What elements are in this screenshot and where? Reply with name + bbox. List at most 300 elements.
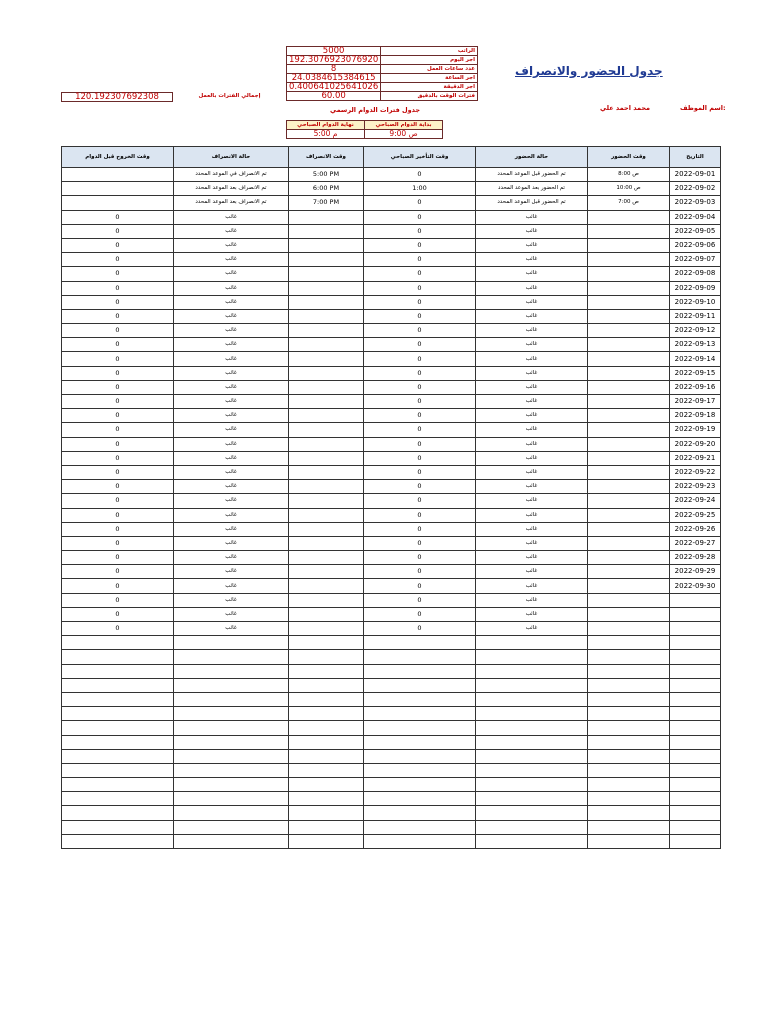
cell-date: 2022-09-17 [670,395,721,409]
cell-out-status: غائب [174,480,289,494]
cell-out-status [174,721,289,735]
cell-early-leave: 0 [62,579,174,593]
cell-in-status: غائب [476,607,588,621]
cell-date: 2022-09-09 [670,281,721,295]
info-value: 192.3076923076920 [287,56,381,65]
table-header-row [62,147,721,168]
cell-out-status: تم الانصراف في الموعد المحدد [174,168,289,182]
cell-out-status: غائب [174,409,289,423]
cell-in-status: غائب [476,338,588,352]
cell-out-time [289,551,364,565]
cell-late: 0 [364,324,476,338]
info-value: 0.400641025641026 [287,83,381,92]
cell-out-time: 5:00 PM [289,168,364,182]
cell-out-status [174,778,289,792]
table-row [62,480,721,494]
table-row [62,820,721,834]
cell-out-status: غائب [174,366,289,380]
cell-late: 0 [364,494,476,508]
cell-late [364,749,476,763]
cell-early-leave [62,820,174,834]
table-row [62,267,721,281]
cell-date [670,622,721,636]
table-row [62,281,721,295]
cell-in-status: غائب [476,565,588,579]
cell-late: 0 [364,338,476,352]
shift-start-value: ص 9:00 [365,130,443,139]
cell-in-status [476,763,588,777]
cell-in-time [588,806,670,820]
table-row [62,324,721,338]
cell-early-leave [62,721,174,735]
cell-late: 0 [364,423,476,437]
cell-out-time [289,309,364,323]
cell-date: 2022-09-24 [670,494,721,508]
cell-in-status: غائب [476,437,588,451]
cell-early-leave: 0 [62,380,174,394]
cell-late [364,778,476,792]
cell-in-time [588,664,670,678]
cell-early-leave [62,678,174,692]
table-row [62,678,721,692]
cell-early-leave: 0 [62,338,174,352]
shift-title: جدول فترات الدوام الرسمي [330,106,421,114]
table-row [62,622,721,636]
cell-early-leave: 0 [62,409,174,423]
cell-out-time [289,494,364,508]
cell-in-status: غائب [476,295,588,309]
cell-date [670,806,721,820]
cell-out-time [289,281,364,295]
table-row [62,749,721,763]
total-value: 120.192307692308 [61,92,173,102]
cell-in-time [588,579,670,593]
table-row [62,395,721,409]
cell-out-time [289,834,364,848]
col-out-status: حالة الانصراف [174,147,289,168]
cell-late: 0 [364,309,476,323]
cell-out-time [289,749,364,763]
table-row [62,636,721,650]
cell-in-status: غائب [476,480,588,494]
cell-early-leave: 0 [62,622,174,636]
cell-out-status: غائب [174,607,289,621]
cell-out-status: غائب [174,395,289,409]
cell-out-status [174,678,289,692]
cell-out-status: غائب [174,210,289,224]
cell-out-time [289,423,364,437]
cell-in-time [588,565,670,579]
cell-date: 2022-09-03 [670,196,721,210]
cell-out-status: غائب [174,338,289,352]
cell-early-leave: 0 [62,536,174,550]
cell-late: 0 [364,465,476,479]
cell-in-status: غائب [476,281,588,295]
cell-late [364,834,476,848]
cell-early-leave: 0 [62,324,174,338]
cell-in-time [588,834,670,848]
cell-in-time [588,324,670,338]
cell-out-status: غائب [174,324,289,338]
cell-in-time [588,352,670,366]
cell-early-leave [62,749,174,763]
table-row [62,792,721,806]
cell-out-status: غائب [174,281,289,295]
table-row [62,238,721,252]
cell-date: 2022-09-12 [670,324,721,338]
cell-late [364,692,476,706]
cell-out-status: غائب [174,451,289,465]
cell-date: 2022-09-10 [670,295,721,309]
cell-out-time [289,536,364,550]
table-row [62,721,721,735]
cell-out-time [289,763,364,777]
info-row [287,92,478,101]
cell-late: 1:00 [364,182,476,196]
cell-in-time: ص 7:00 [588,196,670,210]
cell-early-leave: 0 [62,607,174,621]
cell-out-time [289,437,364,451]
cell-date: 2022-09-05 [670,224,721,238]
cell-early-leave: 0 [62,494,174,508]
cell-out-status: غائب [174,267,289,281]
cell-out-status [174,664,289,678]
cell-early-leave: 0 [62,451,174,465]
cell-early-leave [62,692,174,706]
table-row [62,380,721,394]
cell-date [670,820,721,834]
table-row [62,593,721,607]
table-row [62,196,721,210]
table-row [62,806,721,820]
cell-out-status: تم الانصراف بعد الموعد المحدد [174,196,289,210]
cell-out-status [174,692,289,706]
cell-late: 0 [364,593,476,607]
cell-in-status [476,792,588,806]
cell-out-time [289,664,364,678]
cell-in-status [476,820,588,834]
cell-out-time [289,678,364,692]
cell-late: 0 [364,565,476,579]
cell-date: 2022-09-02 [670,182,721,196]
cell-early-leave: 0 [62,352,174,366]
shift-end-value: م 5:00 [287,130,365,139]
cell-out-status [174,749,289,763]
cell-late [364,664,476,678]
cell-out-time [289,380,364,394]
table-row [62,409,721,423]
cell-date [670,636,721,650]
cell-in-time [588,210,670,224]
cell-late: 0 [364,380,476,394]
cell-early-leave: 0 [62,508,174,522]
cell-in-status [476,664,588,678]
cell-out-time [289,522,364,536]
cell-late: 0 [364,366,476,380]
cell-out-time [289,338,364,352]
cell-date: 2022-09-28 [670,551,721,565]
cell-late: 0 [364,281,476,295]
cell-in-status [476,650,588,664]
cell-in-time [588,395,670,409]
cell-in-status: غائب [476,366,588,380]
cell-early-leave: 0 [62,295,174,309]
table-row [62,664,721,678]
cell-date: 2022-09-29 [670,565,721,579]
cell-out-time [289,295,364,309]
cell-early-leave: 0 [62,593,174,607]
cell-in-status: غائب [476,210,588,224]
cell-in-time [588,281,670,295]
info-label: اجر اليوم [381,56,478,65]
cell-out-time [289,650,364,664]
cell-out-status: غائب [174,423,289,437]
cell-late: 0 [364,210,476,224]
cell-out-time [289,409,364,423]
cell-out-status: غائب [174,224,289,238]
cell-late: 0 [364,196,476,210]
cell-date: 2022-09-19 [670,423,721,437]
cell-date: 2022-09-26 [670,522,721,536]
cell-in-time [588,451,670,465]
col-out-time: وقت الانصراف [289,147,364,168]
cell-out-time [289,238,364,252]
cell-date: 2022-09-06 [670,238,721,252]
cell-early-leave: 0 [62,437,174,451]
cell-late [364,806,476,820]
cell-early-leave: 0 [62,210,174,224]
cell-date [670,607,721,621]
cell-out-time [289,465,364,479]
cell-in-time [588,465,670,479]
cell-early-leave: 0 [62,465,174,479]
table-row [62,352,721,366]
cell-out-status: تم الانصراف بعد الموعد المحدد [174,182,289,196]
cell-late: 0 [364,536,476,550]
cell-out-time [289,622,364,636]
cell-in-time [588,522,670,536]
cell-out-time [289,579,364,593]
cell-in-status [476,806,588,820]
shift-table [286,120,443,139]
cell-date [670,749,721,763]
cell-in-status [476,692,588,706]
table-row [62,565,721,579]
cell-late [364,678,476,692]
cell-late: 0 [364,168,476,182]
table-row [62,210,721,224]
table-row [62,735,721,749]
table-row [62,465,721,479]
cell-in-status [476,778,588,792]
cell-out-status [174,806,289,820]
cell-in-status: غائب [476,593,588,607]
cell-in-time: ص 10:00 [588,182,670,196]
cell-out-time [289,820,364,834]
cell-early-leave: 0 [62,480,174,494]
cell-early-leave: 0 [62,281,174,295]
info-label: اجر الدقيقة [381,83,478,92]
cell-out-time [289,707,364,721]
table-row [62,182,721,196]
cell-out-status: غائب [174,253,289,267]
cell-date [670,792,721,806]
table-row [62,253,721,267]
cell-out-status: غائب [174,465,289,479]
cell-out-time [289,224,364,238]
cell-in-time [588,707,670,721]
cell-out-status: غائب [174,352,289,366]
cell-in-time [588,338,670,352]
cell-in-status: غائب [476,551,588,565]
cell-in-status: تم الحضور بعد الموعد المحدد [476,182,588,196]
cell-in-time [588,749,670,763]
cell-out-status: غائب [174,551,289,565]
info-value: 8 [287,65,381,74]
cell-in-time [588,366,670,380]
attendance-table [61,146,721,849]
cell-out-time [289,792,364,806]
cell-out-time [289,565,364,579]
cell-date: 2022-09-22 [670,465,721,479]
cell-out-time [289,607,364,621]
cell-in-status: غائب [476,380,588,394]
cell-date [670,707,721,721]
cell-in-status [476,749,588,763]
cell-out-time [289,267,364,281]
table-row [62,366,721,380]
cell-early-leave: 0 [62,366,174,380]
cell-late [364,763,476,777]
cell-in-time [588,593,670,607]
cell-in-status: غائب [476,494,588,508]
cell-in-status: تم الحضور قبل الموعد المحدد [476,168,588,182]
info-value: 24.0384615384615 [287,74,381,83]
cell-out-status: غائب [174,494,289,508]
cell-early-leave [62,196,174,210]
cell-out-time: 6:00 PM [289,182,364,196]
cell-out-status: غائب [174,565,289,579]
table-row [62,650,721,664]
cell-out-status: غائب [174,295,289,309]
cell-late: 0 [364,522,476,536]
cell-in-time [588,380,670,394]
table-row [62,834,721,848]
cell-late: 0 [364,352,476,366]
cell-date: 2022-09-14 [670,352,721,366]
cell-early-leave [62,636,174,650]
col-in-status: حالة الحضور [476,147,588,168]
cell-late [364,707,476,721]
cell-early-leave: 0 [62,522,174,536]
cell-date [670,650,721,664]
table-row [62,224,721,238]
cell-in-time [588,650,670,664]
cell-early-leave [62,792,174,806]
cell-late: 0 [364,607,476,621]
cell-date [670,763,721,777]
cell-in-time [588,820,670,834]
cell-out-status: غائب [174,536,289,550]
cell-out-status: غائب [174,622,289,636]
page-title: جدول الحضور والانصراف [515,64,663,78]
cell-out-status: غائب [174,437,289,451]
cell-in-status [476,721,588,735]
table-row [62,168,721,182]
cell-early-leave [62,168,174,182]
cell-out-status [174,763,289,777]
cell-in-time [588,409,670,423]
cell-in-status: غائب [476,224,588,238]
cell-out-time [289,352,364,366]
table-row [62,437,721,451]
cell-date: 2022-09-21 [670,451,721,465]
shift-start-label: بداية الدوام الصباحي [365,121,443,130]
cell-in-time [588,735,670,749]
cell-out-time [289,508,364,522]
cell-in-time [588,551,670,565]
cell-date: 2022-09-25 [670,508,721,522]
table-row [62,338,721,352]
shift-end-label: نهاية الدوام الصباحي [287,121,365,130]
cell-early-leave [62,182,174,196]
cell-in-status: غائب [476,465,588,479]
cell-late: 0 [364,437,476,451]
cell-in-status [476,678,588,692]
cell-early-leave [62,778,174,792]
cell-in-status: غائب [476,508,588,522]
cell-late: 0 [364,224,476,238]
table-row [62,778,721,792]
cell-in-status: غائب [476,395,588,409]
cell-late: 0 [364,480,476,494]
cell-early-leave [62,735,174,749]
cell-out-status [174,834,289,848]
cell-in-time [588,253,670,267]
cell-early-leave [62,707,174,721]
table-row [62,607,721,621]
cell-late: 0 [364,451,476,465]
cell-in-time [588,238,670,252]
cell-in-status: غائب [476,352,588,366]
cell-late: 0 [364,551,476,565]
cell-date: 2022-09-15 [670,366,721,380]
cell-in-time [588,692,670,706]
cell-in-status: غائب [476,238,588,252]
cell-in-time: ص 8:00 [588,168,670,182]
col-early-leave: وقت الخروج قبل الدوام [62,147,174,168]
cell-late: 0 [364,267,476,281]
cell-in-status: غائب [476,522,588,536]
table-row [62,309,721,323]
cell-in-time [588,295,670,309]
cell-out-time [289,480,364,494]
cell-late [364,792,476,806]
cell-in-time [588,721,670,735]
cell-late: 0 [364,579,476,593]
col-late: وقت التأخير الصباحي [364,147,476,168]
col-date: التاريخ [670,147,721,168]
cell-early-leave: 0 [62,267,174,281]
table-row [62,522,721,536]
cell-early-leave: 0 [62,238,174,252]
cell-out-time [289,366,364,380]
cell-out-status: غائب [174,309,289,323]
cell-early-leave [62,806,174,820]
cell-in-status [476,636,588,650]
cell-out-time [289,721,364,735]
table-row [62,763,721,777]
